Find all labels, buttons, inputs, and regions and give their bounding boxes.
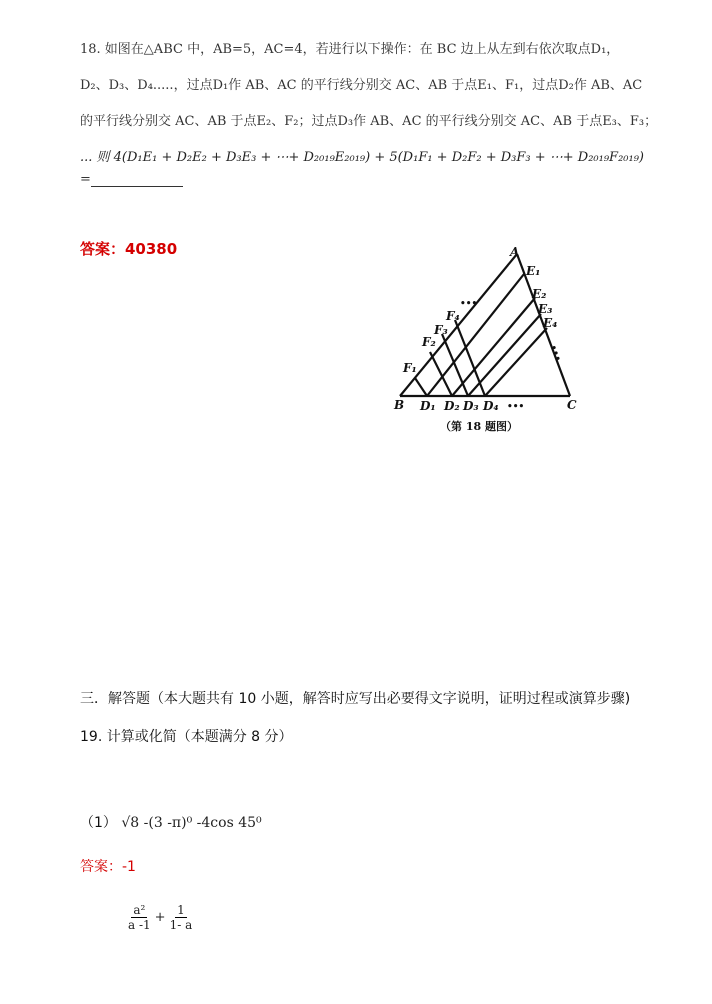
label-e3: E₃ xyxy=(538,302,553,316)
label-e1: E₁ xyxy=(526,264,541,278)
fraction-1-denominator: a -1 xyxy=(128,918,151,932)
label-e2: E₂ xyxy=(532,287,547,301)
label-a: A xyxy=(510,245,520,259)
q18-line2: D₂、D₃、D₄.....，过点D₁作 AB、AC 的平行线分别交 AC、AB 于点E₁、F₁，过点D₂作 AB、AC xyxy=(80,78,643,93)
q18-line1: 18. 如图在△ABC 中，AB=5，AC=4，若进行以下操作：在 BC 边上从左到右依次取点D₁， xyxy=(80,42,620,57)
q19-1-label: （1） xyxy=(80,815,117,831)
q18-line4: ... 则 4(D₁E₁ + D₂E₂ + D₃E₃ + ⋯+ D₂₀₁₉E₂₀₁₉) + 5(D₁F₁ + D₂F₂ + D₃F₃ + ⋯+ D₂₀₁₉F₂₀₁₉) xyxy=(80,150,644,165)
fraction-1 xyxy=(126,903,153,932)
label-c: C xyxy=(567,398,577,412)
label-f1: F₁ xyxy=(403,361,417,375)
answer-blank xyxy=(91,172,183,187)
triangle-figure xyxy=(390,240,590,440)
q19-1 xyxy=(80,812,262,832)
q19-2-expression xyxy=(126,903,194,932)
fraction-2-denominator: 1- a xyxy=(169,918,193,932)
label-d2: D₂ xyxy=(444,399,460,413)
equals-sign: = xyxy=(80,172,91,187)
q18-line5 xyxy=(80,172,183,187)
label-d4: D₄ xyxy=(483,399,499,413)
d4-f4 xyxy=(455,320,485,396)
fraction-2 xyxy=(168,903,195,932)
d3-e3 xyxy=(468,314,541,396)
d4-e4 xyxy=(485,328,547,396)
label-f4: F₄ xyxy=(446,309,460,323)
d1-f1 xyxy=(415,378,427,396)
label-f2: F₂ xyxy=(422,335,436,349)
answer-19-1: 答案：-1 xyxy=(80,859,136,875)
label-d3: D₃ xyxy=(463,399,479,413)
q18-line3: 的平行线分别交 AC、AB 于点E₂、F₂；过点D₃作 AB、AC 的平行线分别交 AC、AB 于点E₃、F₃； xyxy=(80,114,658,129)
dots-bottom: ••• xyxy=(507,402,525,412)
fraction-2-numerator: 1 xyxy=(177,903,185,917)
plus-sign: + xyxy=(154,910,166,925)
section-3-heading: 三．解答题（本大题共有 10 小题，解答时应写出必要得文字说明，证明过程或演算步骤) xyxy=(80,691,631,707)
figure-caption: （第 18 题图） xyxy=(440,420,518,433)
q19-heading: 19. 计算或化简（本题满分 8 分） xyxy=(80,729,293,745)
dots-top: ••• xyxy=(460,299,478,309)
label-e4: E₄ xyxy=(543,316,558,330)
label-d1: D₁ xyxy=(420,399,436,413)
fraction-1-numerator: a² xyxy=(133,903,146,917)
answer-18: 答案：40380 xyxy=(80,240,178,258)
q19-1-expression: √8 -(3 -π)⁰ -4cos 45⁰ xyxy=(121,815,262,831)
dots-right: ••• xyxy=(547,343,563,364)
label-f3: F₃ xyxy=(434,323,448,337)
label-b: B xyxy=(394,398,405,412)
